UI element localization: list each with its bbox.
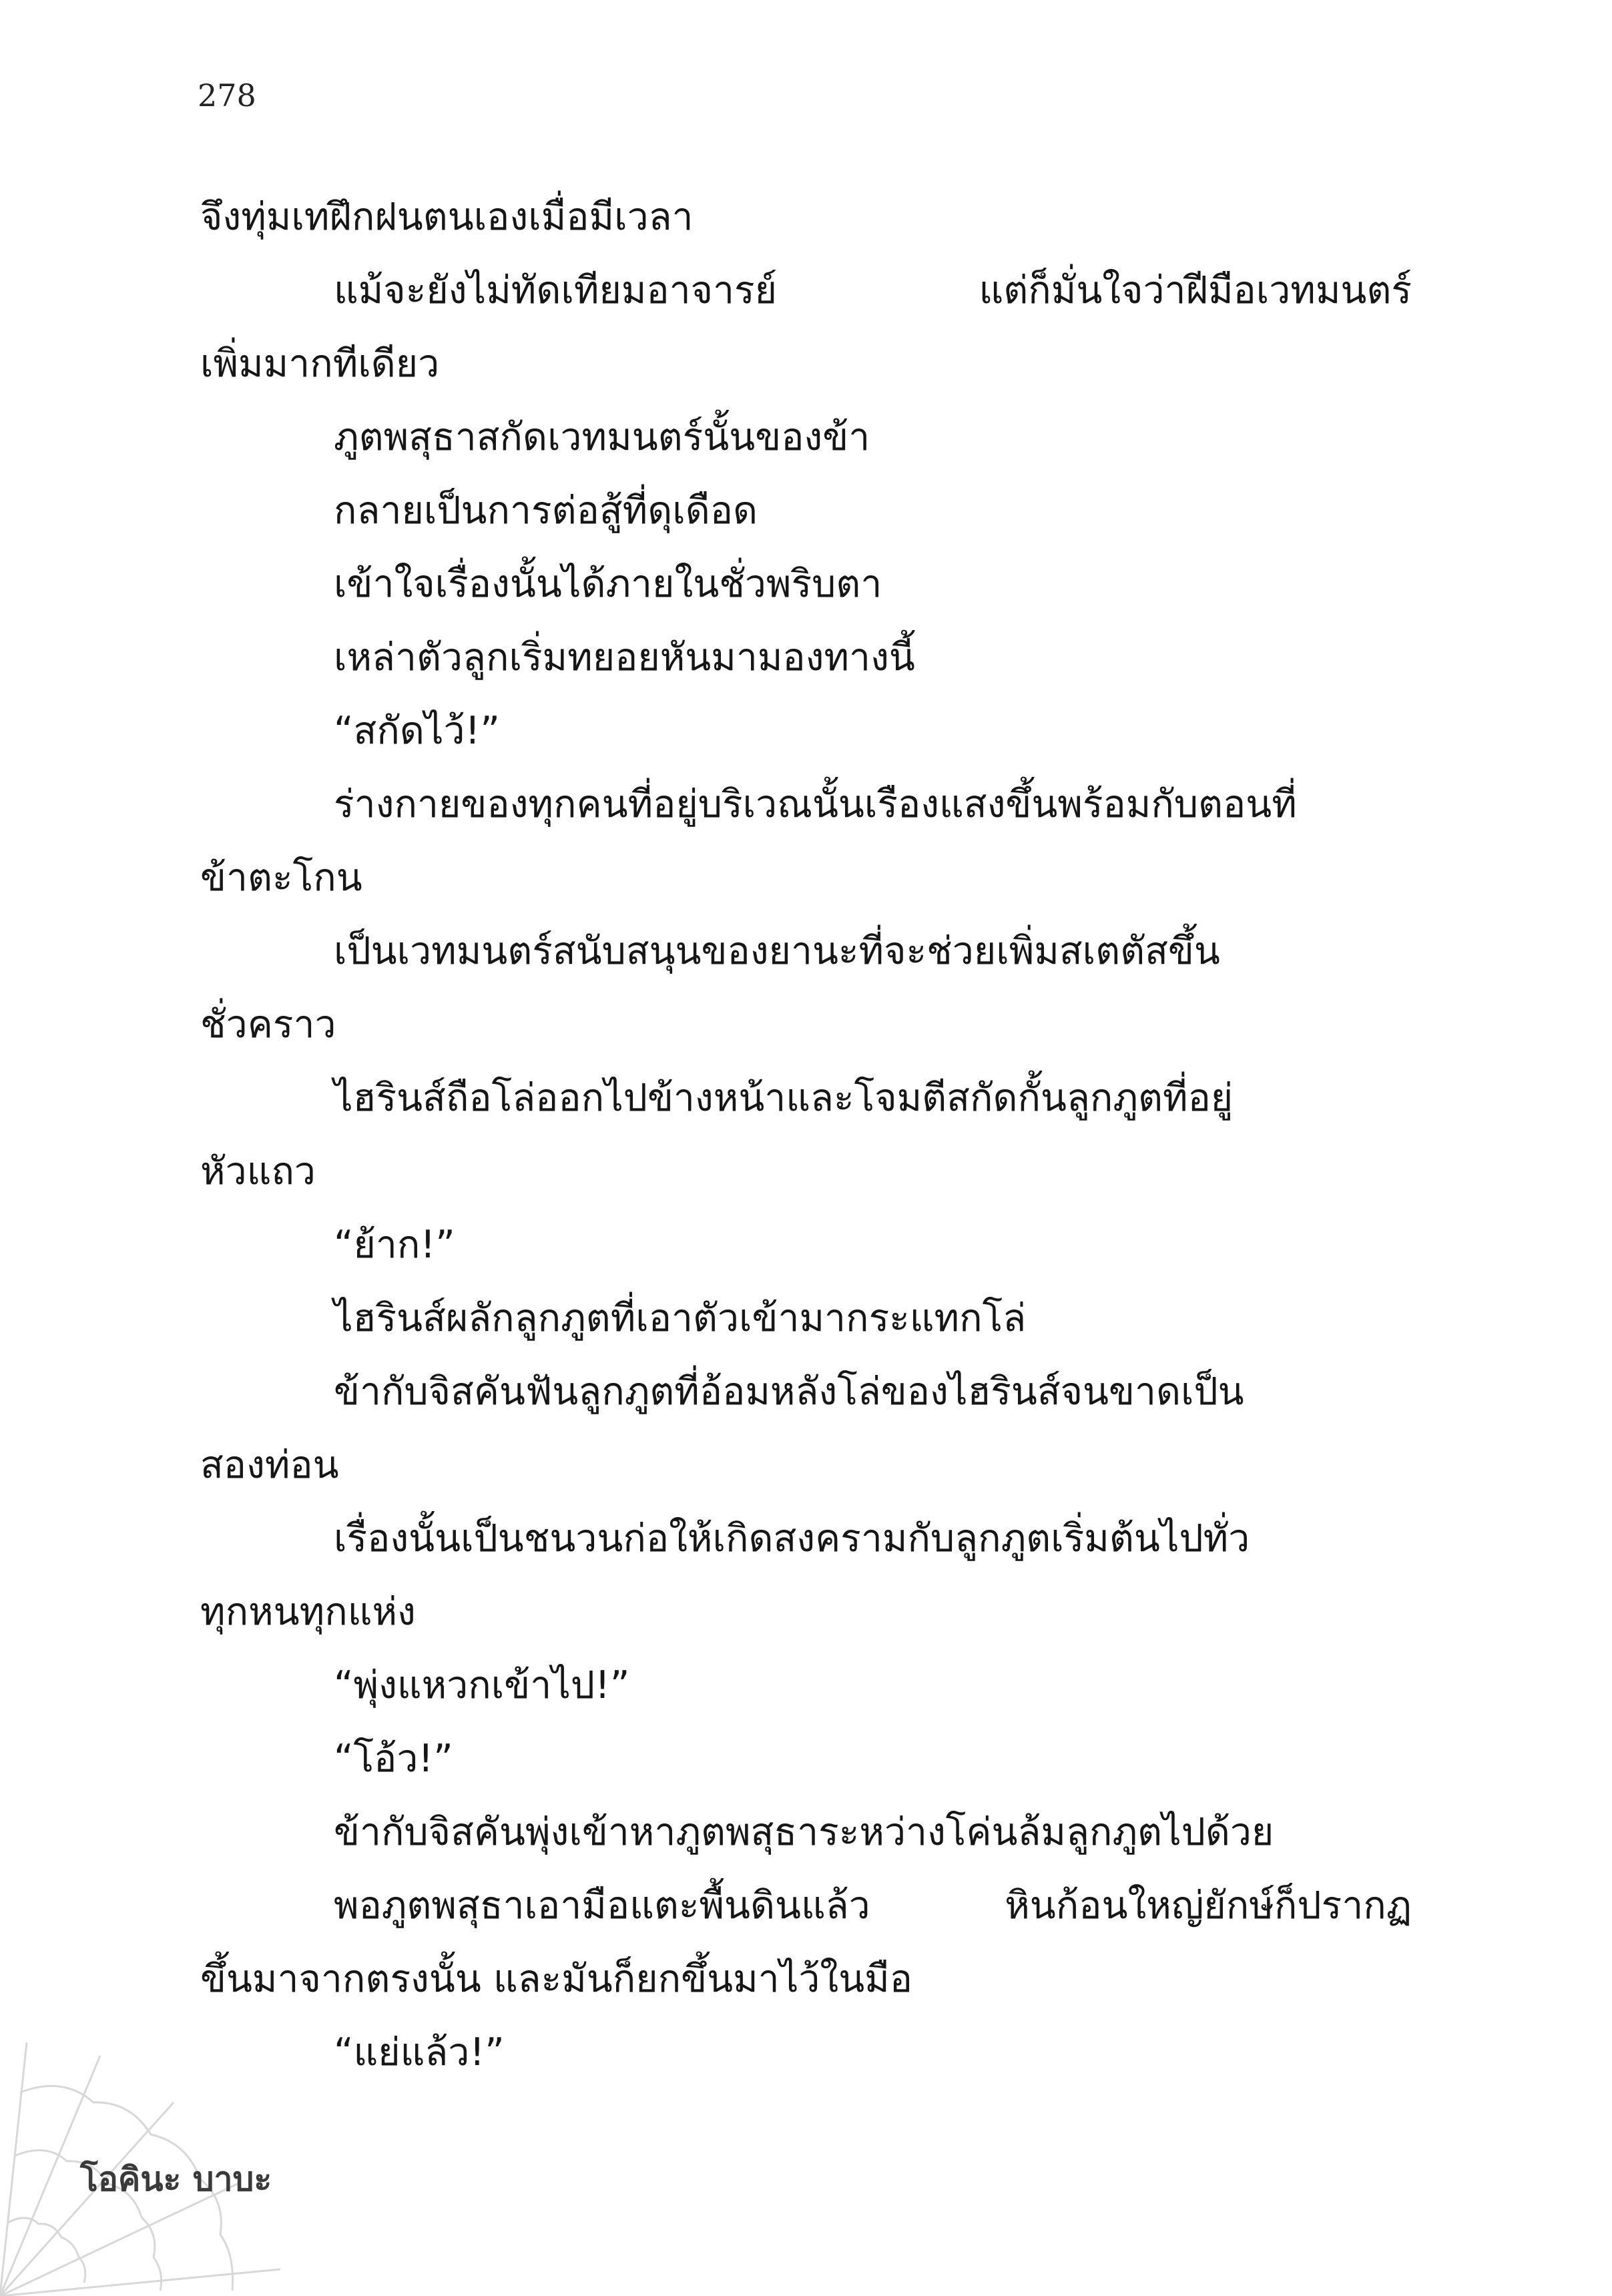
text-line: จึงทุ่มเทฝึกฝนตนเองเมื่อมีเวลา	[200, 195, 694, 239]
text-line: ข้าตะโกน	[200, 856, 362, 900]
text-line: ข้ากับจิสคันพุ่งเข้าหาภูตพสุธาระหว่างโค่นล้มลูกภูตไปด้วย	[334, 1810, 1274, 1854]
body-text	[200, 180, 1412, 2089]
text-line: แม้จะยังไม่ทัดเทียมอาจารย์ แต่ก็มั่นใจว่าฝีมือเวทมนตร์	[334, 268, 1412, 312]
text-line: ขึ้นมาจากตรงนั้น และมันก็ยกขึ้นมาไว้ในมือ	[200, 1957, 912, 2001]
text-line: “แย่แล้ว!”	[334, 2030, 505, 2074]
text-line: เหล่าตัวลูกเริ่มทยอยหันมามองทางนี้	[334, 635, 915, 679]
text-line: ทุกหนทุกแห่ง	[200, 1590, 416, 1634]
text-line: กลายเป็นการต่อสู้ที่ดุเดือด	[334, 489, 758, 533]
author-name: โอคินะ บาบะ	[80, 2160, 272, 2199]
text-line: พอภูตพสุธาเอามือแตะพื้นดินแล้ว หินก้อนใหญ่ยักษ์ก็ปรากฏ	[334, 1884, 1412, 1928]
text-line: หัวแถว	[200, 1149, 316, 1193]
text-line: “ย้าก!”	[334, 1223, 455, 1267]
text-line: ข้ากับจิสคันฟันลูกภูตที่อ้อมหลังโล่ของไฮรินส์จนขาดเป็น	[334, 1370, 1244, 1414]
text-line: ภูตพสุธาสกัดเวทมนตร์นั้นของข้า	[334, 415, 870, 459]
text-line: ชั่วคราว	[200, 1002, 336, 1047]
text-line: สองท่อน	[200, 1443, 339, 1487]
text-line: เพิ่มมากทีเดียว	[200, 342, 440, 386]
text-line: ร่างกายของทุกคนที่อยู่บริเวณนั้นเรืองแสงขึ้นพร้อมกับตอนที่	[334, 782, 1297, 826]
text-line: เป็นเวทมนตร์สนับสนุนของยานะที่จะช่วยเพิ่มสเตตัสขึ้น	[334, 929, 1220, 973]
text-line: “พุ่งแหวกเข้าไป!”	[334, 1663, 630, 1707]
text-line: “โอ้ว!”	[334, 1737, 453, 1781]
page-number: 278	[198, 77, 256, 113]
text-line: “สกัดไว้!”	[334, 709, 500, 753]
text-line: ไฮรินส์ถือโล่ออกไปข้างหน้าและโจมตีสกัดกั้นลูกภูตที่อยู่	[334, 1076, 1234, 1120]
text-line: เรื่องนั้นเป็นชนวนก่อให้เกิดสงครามกับลูกภูตเริ่มต้นไปทั่ว	[334, 1516, 1250, 1560]
text-line: ไฮรินส์ผลักลูกภูตที่เอาตัวเข้ามากระแทกโล่	[334, 1296, 1027, 1340]
text-line: เข้าใจเรื่องนั้นได้ภายในชั่วพริบตา	[334, 562, 882, 606]
